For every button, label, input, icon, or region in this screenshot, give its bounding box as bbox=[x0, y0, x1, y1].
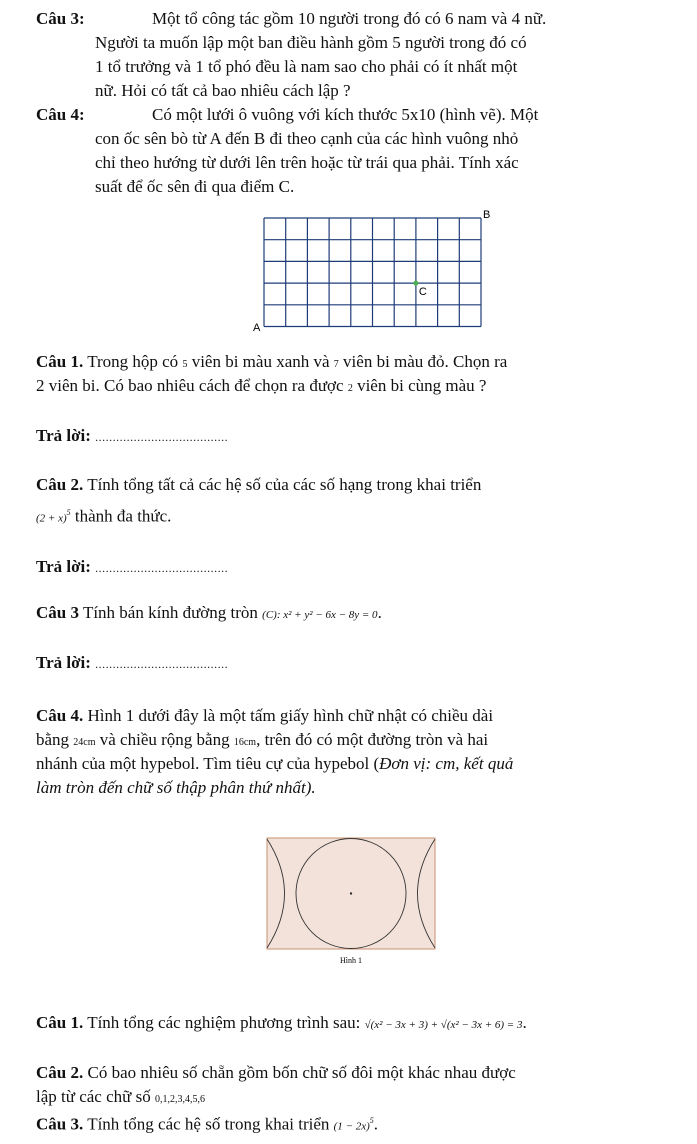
s1-q4-line3 bbox=[36, 753, 513, 774]
s1-a1 bbox=[36, 425, 228, 448]
grid-point-c bbox=[413, 281, 418, 286]
s1-q4-line1 bbox=[36, 705, 493, 726]
figure-1 bbox=[266, 837, 436, 967]
s1-q1-n-blue: 5 bbox=[182, 359, 188, 370]
s1-a2 bbox=[36, 556, 228, 579]
s1-q4-text2b: và chiều rộng bằng bbox=[99, 730, 230, 749]
s1-q4-text3a: nhánh của một hypebol. Tìm tiêu cự của hypebol ( bbox=[36, 754, 380, 773]
s1-q2-text2: thành đa thức. bbox=[74, 506, 172, 526]
s2-q3-label: Câu 3. bbox=[36, 1114, 84, 1134]
s1-q3-text: Tính bán kính đường tròn bbox=[82, 603, 258, 622]
s2-q2-text1: Có bao nhiêu số chẵn gồm bốn chữ số đôi một khác nhau được bbox=[87, 1063, 516, 1082]
s2-q2-text2: lập từ các chữ số bbox=[36, 1087, 151, 1106]
s1-q4-len: 24cm bbox=[73, 737, 96, 748]
s1-q1-n-red: 7 bbox=[333, 359, 339, 370]
s2-q1-end: . bbox=[522, 1013, 527, 1032]
s1-q4-text1: Hình 1 dưới đây là một tấm giấy hình chữ nhật có chiều dài bbox=[87, 706, 494, 725]
s1-q3-expr: (C): x² + y² − 6x − 8y = 0 bbox=[262, 609, 378, 621]
q3-old-line4: nữ. Hỏi có tất cả bao nhiêu cách lập ? bbox=[95, 81, 351, 100]
s2-q1 bbox=[36, 1012, 527, 1036]
figure-caption: Hình 1 bbox=[340, 956, 362, 965]
s2-q3-end: . bbox=[373, 1114, 379, 1134]
s1-a1-label: Trả lời: bbox=[36, 426, 91, 445]
s2-q2-digits: 0,1,2,3,4,5,6 bbox=[154, 1094, 205, 1105]
s1-q3 bbox=[36, 602, 382, 626]
s1-q1-text-d: 2 viên bi. Có bao nhiêu cách để chọn ra được bbox=[36, 376, 344, 395]
s1-q4-text2c: , trên đó có một đường tròn và hai bbox=[256, 730, 489, 749]
s2-q3 bbox=[36, 1110, 378, 1138]
s2-q3-exp: 5 bbox=[369, 1116, 374, 1125]
s1-q2-text: Tính tổng tất cả các hệ số của các số hạng trong khai triển bbox=[87, 475, 482, 494]
grid-label-c: C bbox=[418, 286, 427, 299]
circle-center bbox=[350, 892, 352, 894]
q4-old-line2: con ốc sên bò từ A đến B đi theo cạnh của các hình vuông nhỏ bbox=[95, 129, 519, 148]
s1-q3-label: Câu 3 bbox=[36, 603, 79, 622]
s1-q2-label: Câu 2. bbox=[36, 475, 84, 494]
s1-q2-line1 bbox=[36, 474, 481, 495]
grid-label-a: A bbox=[253, 322, 261, 334]
s2-q1-expr: √(x² − 3x + 3) + √(x² − 3x + 6) = 3 bbox=[364, 1019, 523, 1031]
s1-q1-n-pick: 2 bbox=[347, 383, 353, 394]
s2-q3-text: Tính tổng các hệ số trong khai triển bbox=[87, 1114, 330, 1134]
s1-a2-label: Trả lời: bbox=[36, 557, 91, 576]
s1-q1-text-a: Trong hộp có bbox=[87, 352, 179, 371]
s1-a3 bbox=[36, 652, 228, 675]
s1-q4-text2a: bằng bbox=[36, 730, 70, 749]
s1-q4-line2 bbox=[36, 729, 488, 753]
grid-lines bbox=[264, 218, 481, 327]
s1-q4-wid: 16cm bbox=[233, 737, 257, 748]
s2-q1-text: Tính tổng các nghiệm phương trình sau: bbox=[87, 1013, 361, 1032]
s1-a1-blank[interactable]: ...................................... bbox=[95, 430, 229, 444]
s2-q1-label: Câu 1. bbox=[36, 1013, 84, 1032]
grid-figure bbox=[250, 205, 510, 335]
grid-label-b: B bbox=[483, 209, 491, 221]
s1-q1-line1 bbox=[36, 351, 507, 375]
s1-q1-text-b: viên bi màu xanh và bbox=[191, 352, 330, 371]
s2-q2-label: Câu 2. bbox=[36, 1063, 84, 1082]
s1-q2-line2 bbox=[36, 502, 171, 530]
q4-old-label: Câu 4: bbox=[36, 105, 85, 124]
s1-q1-label: Câu 1. bbox=[36, 352, 84, 371]
q4-old-line3: chỉ theo hướng từ dưới lên trên hoặc từ trái qua phải. Tính xác bbox=[95, 153, 519, 172]
s2-q3-expr: (1 − 2x) bbox=[333, 1120, 370, 1133]
s1-q1-line2 bbox=[36, 375, 486, 399]
s1-q4-label: Câu 4. bbox=[36, 706, 84, 725]
s1-q1-text-e: viên bi cùng màu ? bbox=[357, 376, 487, 395]
q4-old-line4: suất để ốc sên đi qua điểm C. bbox=[95, 177, 295, 196]
q3-old-line2: Người ta muốn lập một ban điều hành gồm 5 người trong đó có bbox=[95, 33, 527, 52]
q3-old-label: Câu 3: bbox=[36, 9, 85, 28]
s1-q2-exp: 5 bbox=[66, 508, 71, 517]
s1-q4-text3i: Đơn vị: cm, kết quả bbox=[379, 754, 514, 773]
s1-q3-end: . bbox=[377, 603, 382, 622]
q4-old-line1: Có một lưới ô vuông với kích thước 5x10 (hình vẽ). Một bbox=[152, 105, 539, 124]
s1-a3-blank[interactable]: ...................................... bbox=[95, 657, 229, 671]
s1-q4-line4: làm tròn đến chữ số thập phân thứ nhất). bbox=[36, 778, 316, 797]
s1-a2-blank[interactable]: ...................................... bbox=[95, 561, 229, 575]
s1-q1-text-c: viên bi màu đỏ. Chọn ra bbox=[343, 352, 508, 371]
q3-old-line1: Một tổ công tác gồm 10 người trong đó có 6 nam và 4 nữ. bbox=[152, 9, 547, 28]
s2-q2-line1 bbox=[36, 1062, 516, 1083]
s1-a3-label: Trả lời: bbox=[36, 653, 91, 672]
s1-q2-expr: (2 + x) bbox=[36, 512, 67, 525]
q3-old-line3: 1 tổ trưởng và 1 tổ phó đều là nam sao cho phải có ít nhất một bbox=[95, 57, 518, 76]
s2-q2-line2 bbox=[36, 1086, 205, 1110]
